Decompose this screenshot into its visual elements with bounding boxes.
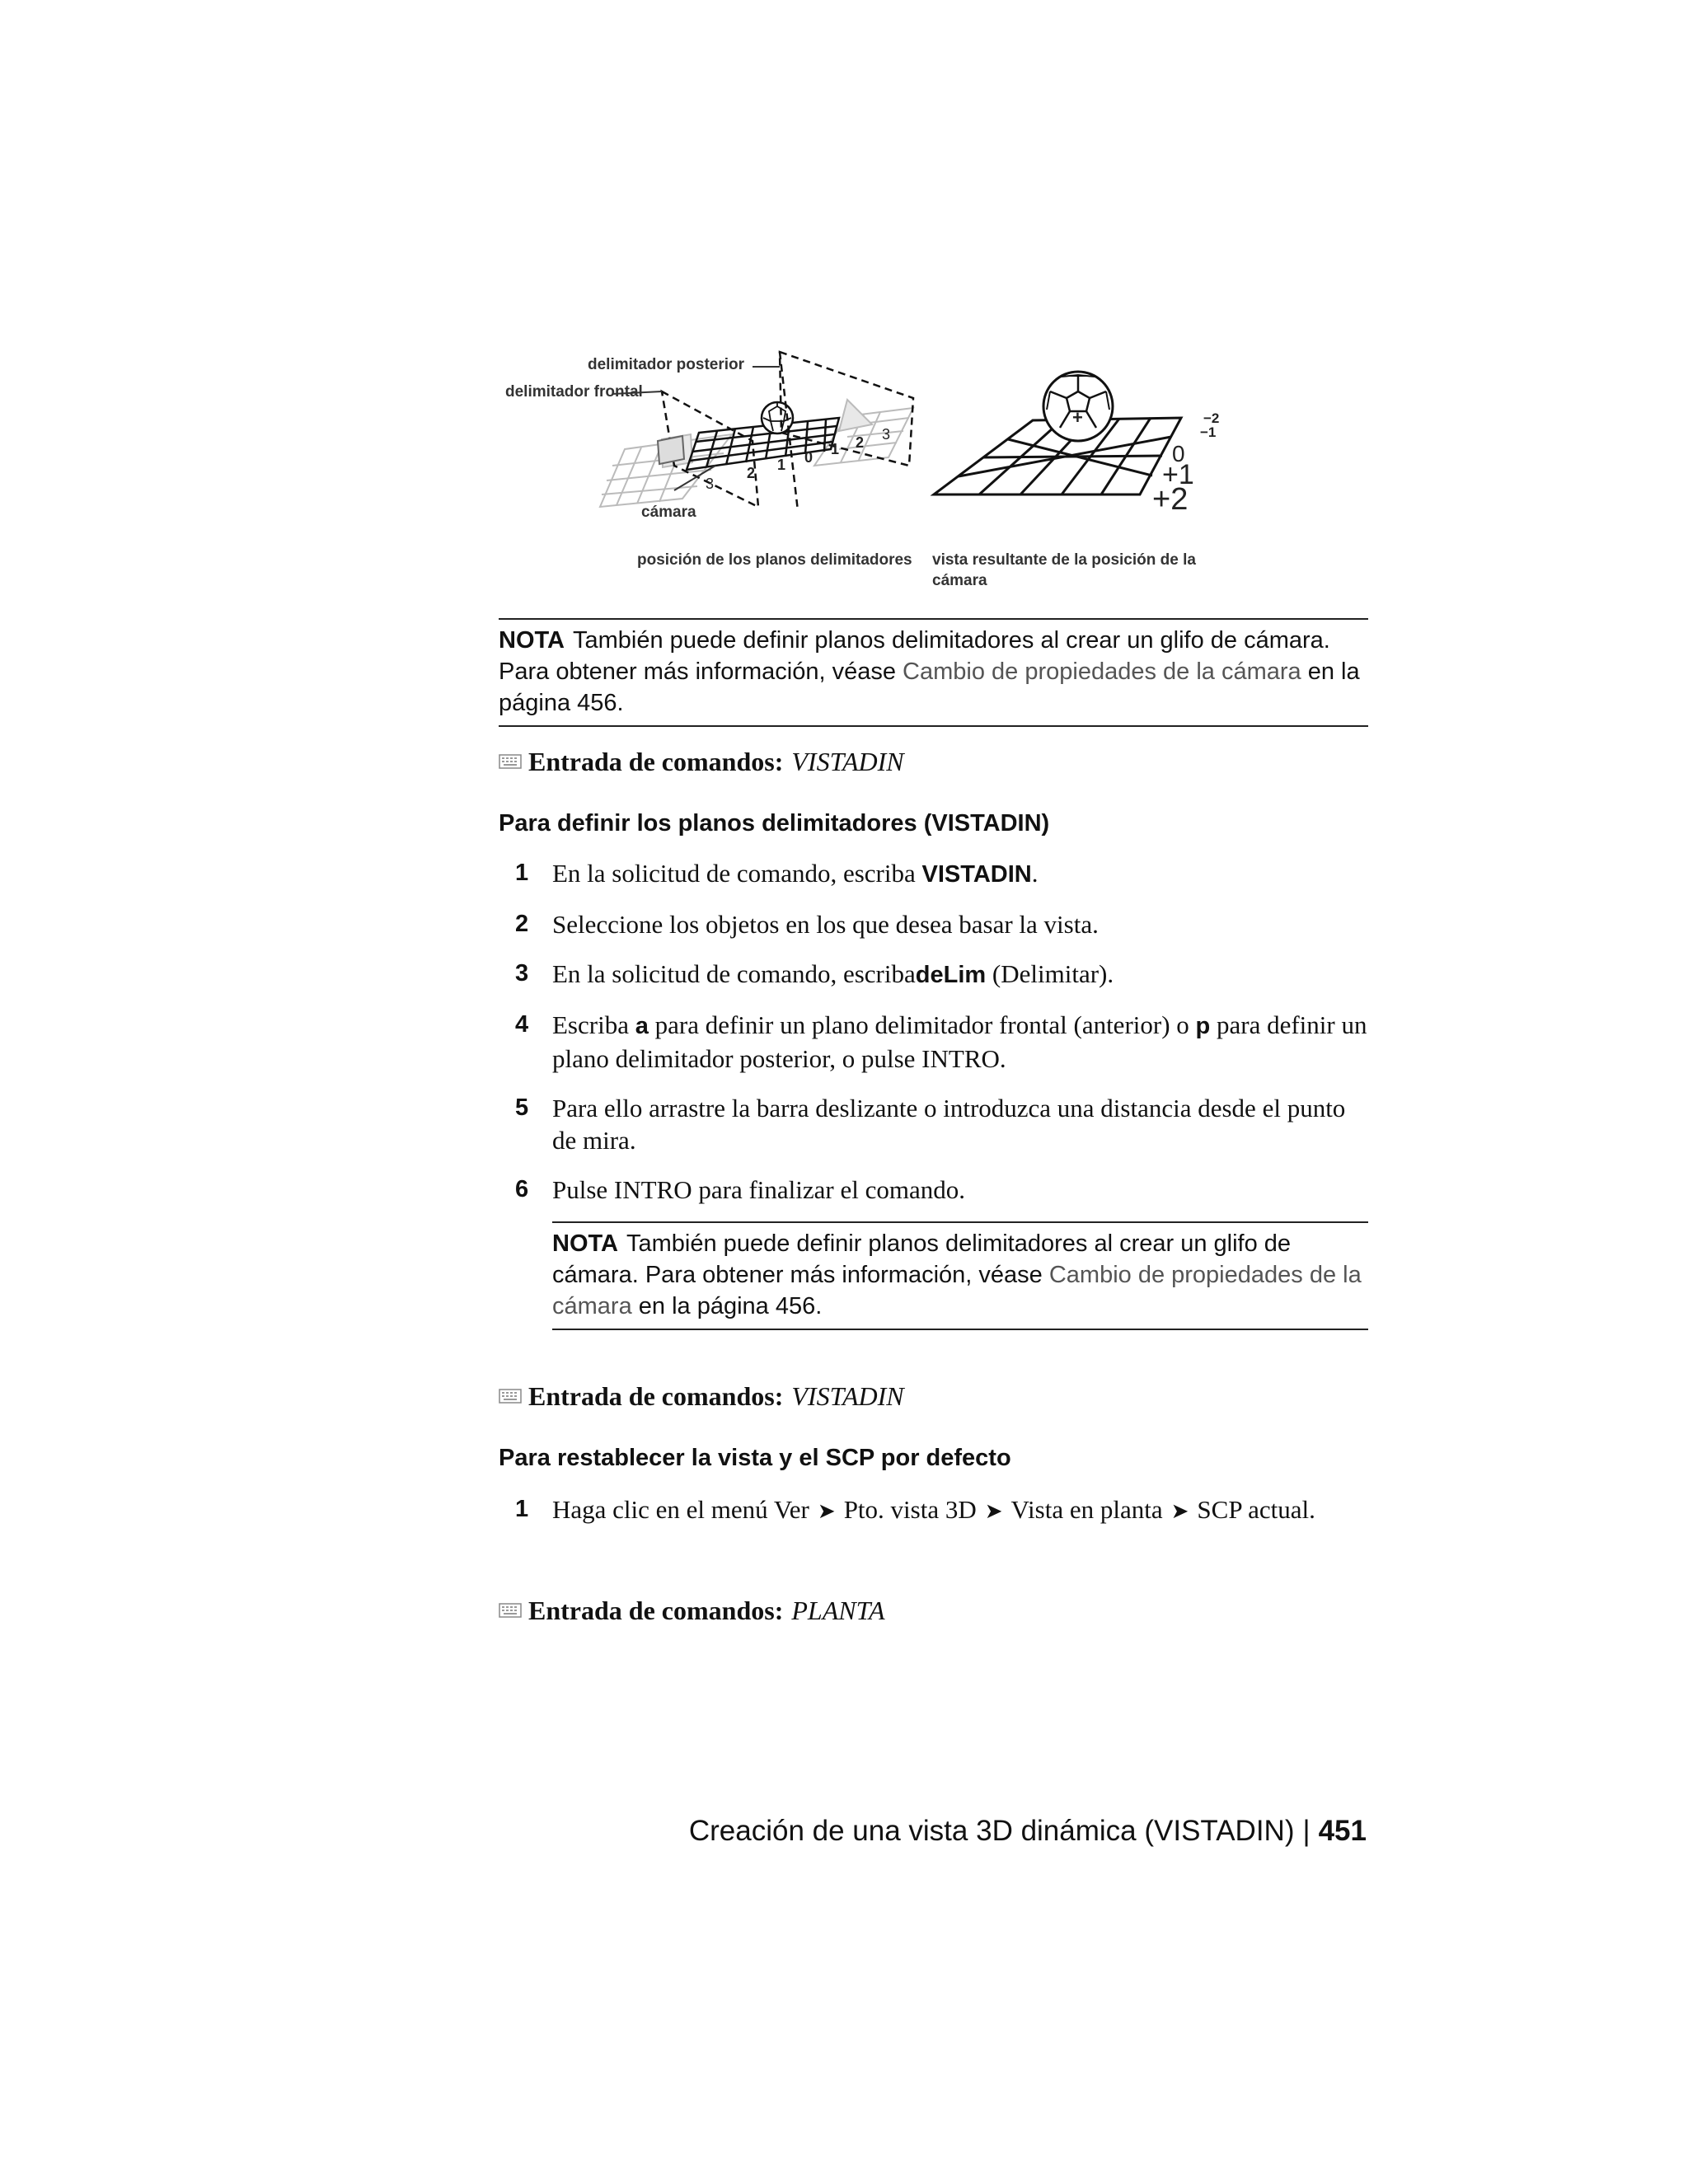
menu-arrow-icon: ➤ <box>817 1499 836 1524</box>
note-text: También puede definir planos delimitadores al crear un glifo de cámara. Para obtener más información, véase <box>552 1230 1292 1288</box>
command-entry-label: Entrada de comandos: <box>528 1596 784 1625</box>
step-text-part: Escriba <box>552 1010 635 1039</box>
menu-path-item: Haga clic en el menú Ver <box>552 1495 809 1524</box>
clipping-planes-illustration <box>501 342 1325 606</box>
page-footer <box>689 1813 1367 1849</box>
right-axis-number: +2 <box>1152 482 1189 517</box>
command-entry <box>499 745 904 778</box>
command-keyword: deLim <box>915 962 987 988</box>
front-clip-label: delimitador frontal <box>505 383 643 401</box>
step-text: Para ello arrastre la barra deslizante o introduzca una distancia desde el punto de mira. <box>552 1094 1346 1155</box>
caption-right-line1: vista resultante de la posición de la <box>932 551 1196 569</box>
menu-path-item: Vista en planta <box>1010 1495 1163 1524</box>
keyboard-icon <box>499 1602 522 1619</box>
menu-path <box>552 1493 1315 1528</box>
step-number: 2 <box>515 911 529 937</box>
note-text-end: en la página 456. <box>631 1293 823 1319</box>
step-text-part: para definir un plano delimitador posterior, o pulse INTRO. <box>552 1010 1367 1073</box>
command-entry-value: PLANTA <box>791 1596 885 1625</box>
menu-path-item: SCP actual. <box>1197 1495 1315 1524</box>
left-axis-number: 0 <box>804 449 814 466</box>
left-axis-number: 3 <box>706 476 715 492</box>
step-text <box>552 958 1114 991</box>
caption-right-line2: cámara <box>932 572 987 589</box>
right-axis-number: 0 <box>1172 441 1185 466</box>
step-text <box>552 857 1038 891</box>
command-keyword: a <box>635 1013 649 1039</box>
step-item <box>515 1493 1372 1528</box>
procedure-heading: Para restablecer la vista y el SCP por defecto <box>499 1445 1011 1471</box>
procedure-steps <box>515 857 1372 1206</box>
keyboard-icon <box>499 1388 522 1404</box>
step-item <box>515 1092 1372 1156</box>
command-entry-label: Entrada de comandos: <box>528 1381 784 1411</box>
cross-reference-link[interactable]: Cambio de propiedades de la cámara <box>552 1262 1362 1319</box>
note-text: También puede definir planos delimitadores al crear un glifo de cámara. Para obtener más información, véase <box>499 627 1330 685</box>
command-entry <box>499 1380 904 1413</box>
command-entry-label: Entrada de comandos: <box>528 747 784 776</box>
step-text-part: para definir un plano delimitador frontal (anterior) o <box>648 1010 1196 1039</box>
svg-text:+: + <box>1072 407 1083 428</box>
step-text-part: En la solicitud de comando, escriba <box>552 859 922 888</box>
footer-separator: | <box>1302 1815 1311 1847</box>
step-item <box>515 857 1372 891</box>
right-axis-number: +1 <box>1162 459 1194 490</box>
command-keyword: p <box>1195 1013 1211 1039</box>
soccer-ball-icon <box>1043 372 1113 441</box>
clipping-planes-figure <box>501 342 1325 606</box>
step-item <box>515 1009 1372 1075</box>
command-entry <box>499 1594 885 1627</box>
step-text: Pulse INTRO para finalizar el comando. <box>552 1175 965 1204</box>
menu-arrow-icon: ➤ <box>984 1499 1003 1524</box>
menu-arrow-icon: ➤ <box>1170 1499 1189 1524</box>
camera-icon <box>658 436 684 464</box>
right-axis-number: −2 <box>1203 410 1220 426</box>
step-item <box>515 1174 1372 1206</box>
note-label: NOTA <box>552 1230 619 1257</box>
command-entry-value: VISTADIN <box>791 1381 904 1411</box>
left-axis-number: 1 <box>777 457 786 473</box>
note-label: NOTA <box>499 627 565 654</box>
note-box <box>499 618 1368 727</box>
step-number: 6 <box>515 1176 529 1202</box>
back-clip-label: delimitador posterior <box>588 356 745 373</box>
left-axis-number: 3 <box>882 426 891 443</box>
left-axis-number: 1 <box>831 441 840 457</box>
note-text-end: en la página 456. <box>499 658 1360 716</box>
step-number: 5 <box>515 1094 529 1121</box>
cross-reference-link[interactable]: Cambio de propiedades de la cámara <box>903 658 1301 685</box>
caption-left: posición de los planos delimitadores <box>637 551 912 569</box>
step-text: Seleccione los objetos en los que desea basar la vista. <box>552 910 1099 939</box>
step-number: 3 <box>515 960 529 987</box>
menu-path-item: Pto. vista 3D <box>843 1495 977 1524</box>
step-text-part: En la solicitud de comando, escriba <box>552 959 916 988</box>
page-number: 451 <box>1318 1815 1367 1847</box>
left-axis-number: 2 <box>856 434 865 451</box>
step-text <box>552 1009 1372 1075</box>
camera-label: cámara <box>641 504 696 521</box>
step-item <box>515 958 1372 991</box>
footer-title: Creación de una vista 3D dinámica (VISTADIN) <box>688 1815 1295 1847</box>
step-item <box>515 908 1372 940</box>
step-number: 4 <box>515 1011 529 1038</box>
step-text-part: . <box>1031 859 1039 888</box>
left-axis-number: 2 <box>747 465 756 481</box>
step-number: 1 <box>515 860 529 886</box>
step-text-part: (Delimitar). <box>986 959 1114 988</box>
procedure-heading: Para definir los planos delimitadores (VISTADIN) <box>499 810 1050 837</box>
note-box <box>552 1221 1368 1330</box>
right-diagram <box>934 372 1219 517</box>
command-keyword: VISTADIN <box>921 861 1032 888</box>
step-number: 1 <box>515 1496 529 1522</box>
left-diagram <box>505 352 913 521</box>
keyboard-icon <box>499 753 522 770</box>
command-entry-value: VISTADIN <box>791 747 904 776</box>
right-axis-number: −1 <box>1200 424 1217 440</box>
